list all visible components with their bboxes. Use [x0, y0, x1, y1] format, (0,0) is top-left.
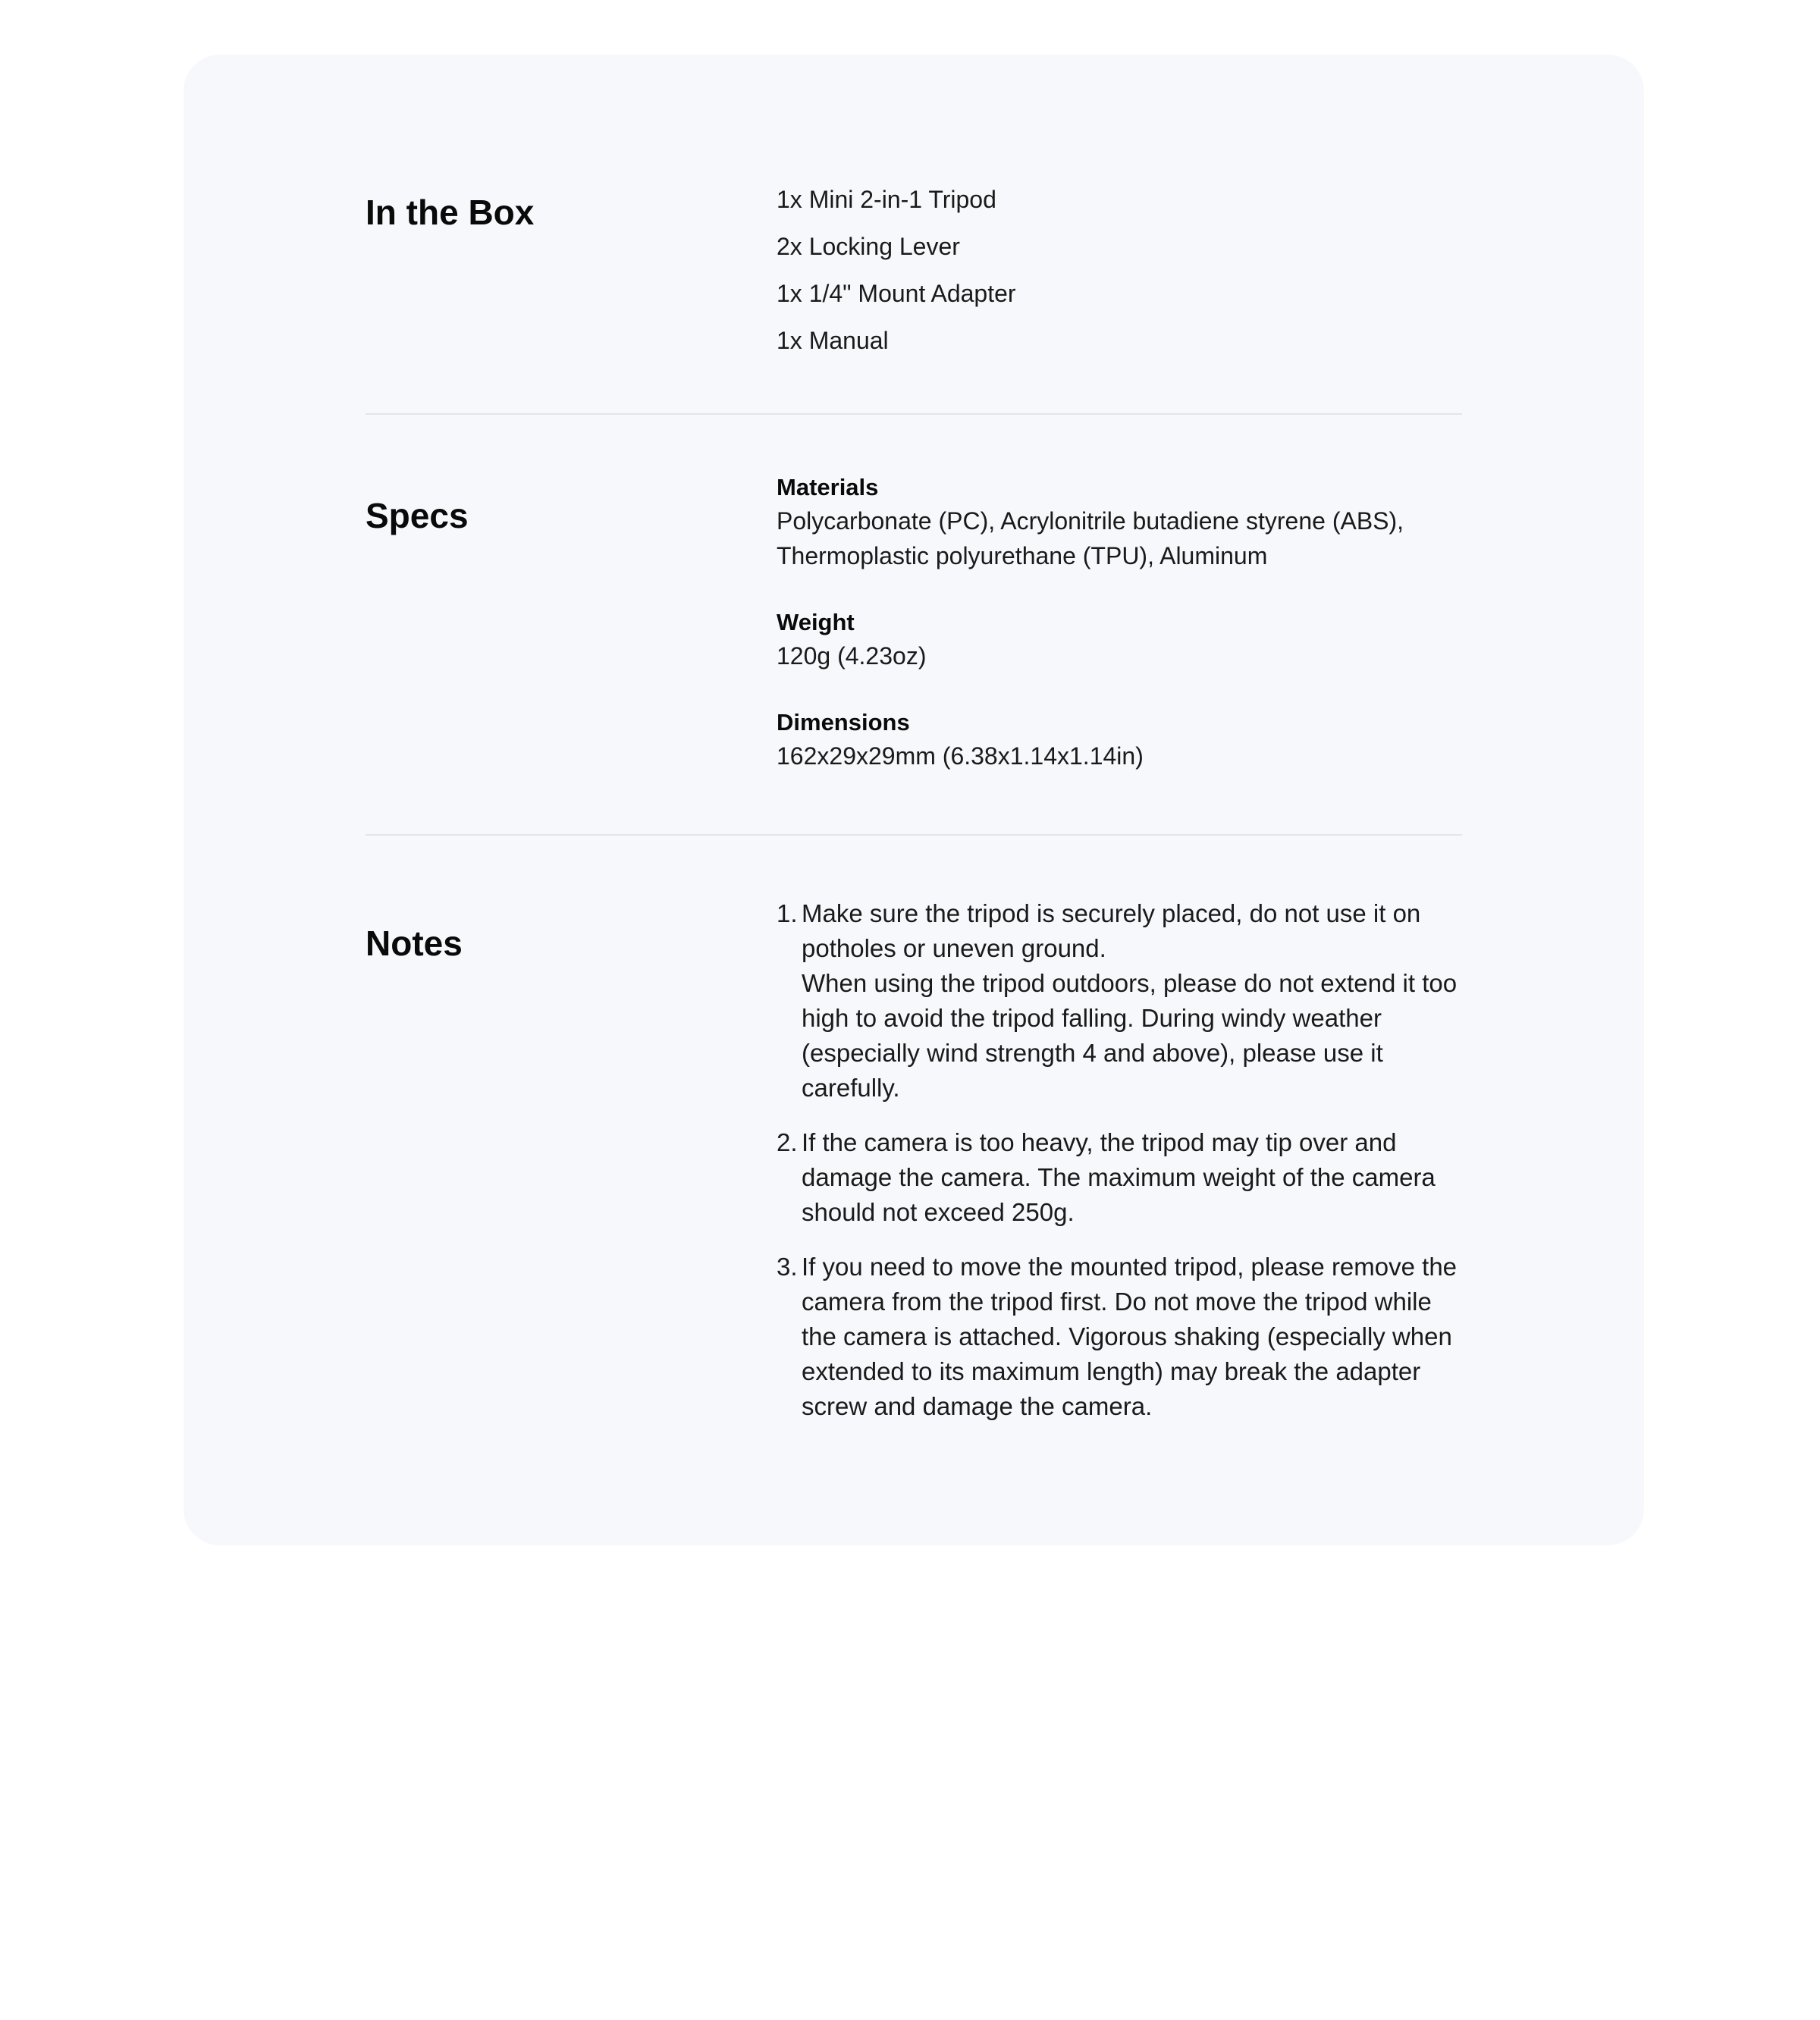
note-text: If the camera is too heavy, the tripod may tip over and damage the camera. The maximum weight of the camera should not exceed 250g. [802, 1128, 1436, 1226]
box-item: 1x Manual [777, 327, 889, 354]
spec-label: Dimensions [777, 709, 910, 736]
spec-materials [777, 472, 1462, 573]
spec-value: Polycarbonate (PC), Acrylonitrile butadiene styrene (ABS), Thermoplastic polyurethane (TPU), Aluminum [777, 507, 1404, 569]
in-the-box-list [777, 176, 1462, 364]
note-text: When using the tripod outdoors, please do not extend it too high to avoid the tripod falling. During windy weather (especially wind strength 4 and above), please use it carefully. [802, 969, 1458, 1102]
note-item [777, 1125, 1462, 1230]
spec-dimensions [777, 707, 1462, 773]
spec-label: Materials [777, 474, 879, 500]
spec-label: Weight [777, 609, 855, 635]
box-item: 1x Mini 2-in-1 Tripod [777, 186, 996, 213]
notes-list [777, 896, 1462, 1424]
section-divider [366, 834, 1462, 836]
note-number: 3. [777, 1253, 798, 1281]
box-item: 2x Locking Lever [777, 233, 960, 260]
box-item: 1x 1/4" Mount Adapter [777, 280, 1016, 307]
spec-weight [777, 607, 1462, 673]
notes-body [777, 896, 1462, 1444]
notes-title: Notes [366, 924, 463, 963]
note-number: 2. [777, 1128, 798, 1156]
spec-value: 120g (4.23oz) [777, 642, 927, 670]
note-text: If you need to move the mounted tripod, please remove the camera from the tripod first. Do not move the tripod while the camera is attached. Vigorous shaking (especially when extended to its maximum length) may break the adapter screw and damage the camera. [802, 1253, 1458, 1420]
specs-title: Specs [366, 496, 469, 535]
note-item [777, 1250, 1462, 1424]
note-number: 1. [777, 899, 798, 927]
note-text: Make sure the tripod is securely placed, do not use it on potholes or uneven ground. [802, 899, 1421, 962]
note-item [777, 896, 1462, 1106]
section-divider [366, 413, 1462, 415]
in-the-box-title: In the Box [366, 193, 535, 232]
specs-list [777, 472, 1462, 807]
spec-value: 162x29x29mm (6.38x1.14x1.14in) [777, 742, 1144, 770]
product-details-card [184, 55, 1644, 1545]
